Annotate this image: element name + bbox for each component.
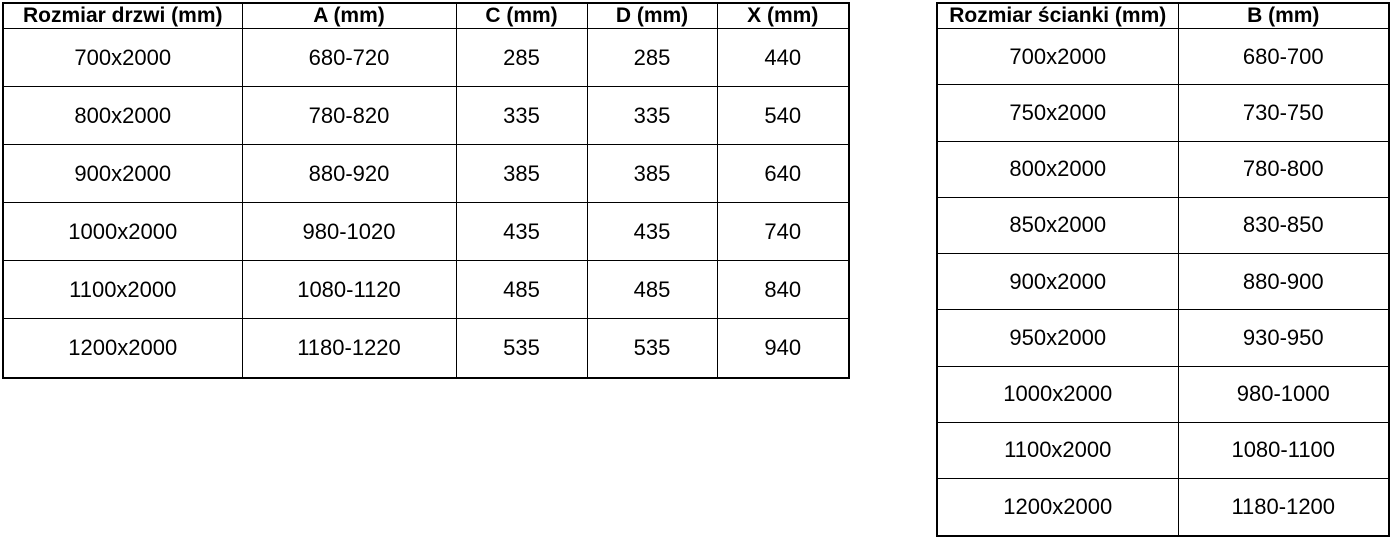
table-cell: 1100x2000: [937, 422, 1178, 478]
column-header-x: X (mm): [717, 3, 849, 29]
table-row: [937, 479, 1389, 536]
table-row: [937, 422, 1389, 478]
column-header-b: B (mm): [1178, 3, 1389, 29]
table-cell: 1180-1200: [1178, 479, 1389, 536]
table-cell: 440: [717, 29, 849, 87]
table-cell: 930-950: [1178, 310, 1389, 366]
table-cell: 680-700: [1178, 29, 1389, 85]
column-header-d: D (mm): [587, 3, 717, 29]
table-cell: 800x2000: [937, 141, 1178, 197]
table-row: [3, 261, 849, 319]
table-row: [3, 87, 849, 145]
door-size-table: [2, 2, 850, 379]
table-cell: 485: [456, 261, 587, 319]
table-cell: 780-800: [1178, 141, 1389, 197]
table-cell: 285: [456, 29, 587, 87]
table-cell: 640: [717, 145, 849, 203]
table-cell: 1080-1100: [1178, 422, 1389, 478]
table-row: [3, 319, 849, 378]
table-cell: 940: [717, 319, 849, 378]
table-cell: 830-850: [1178, 197, 1389, 253]
table-cell: 1200x2000: [3, 319, 242, 378]
table-cell: 485: [587, 261, 717, 319]
table-cell: 535: [456, 319, 587, 378]
table-cell: 880-920: [242, 145, 456, 203]
table-row: [3, 29, 849, 87]
column-header-door-size: Rozmiar drzwi (mm): [3, 3, 242, 29]
table-cell: 285: [587, 29, 717, 87]
table-cell: 680-720: [242, 29, 456, 87]
table-cell: 535: [587, 319, 717, 378]
table-cell: 435: [456, 203, 587, 261]
table-row: [937, 197, 1389, 253]
column-header-c: C (mm): [456, 3, 587, 29]
table-cell: 385: [587, 145, 717, 203]
table-cell: 900x2000: [937, 254, 1178, 310]
table-row: [3, 203, 849, 261]
table-cell: 1080-1120: [242, 261, 456, 319]
table-cell: 1000x2000: [937, 366, 1178, 422]
table-cell: 1180-1220: [242, 319, 456, 378]
table-row: [937, 254, 1389, 310]
table-cell: 1200x2000: [937, 479, 1178, 536]
column-header-a: A (mm): [242, 3, 456, 29]
table-cell: 335: [456, 87, 587, 145]
table-cell: 850x2000: [937, 197, 1178, 253]
table-row: [937, 85, 1389, 141]
table-cell: 780-820: [242, 87, 456, 145]
column-header-wall-size: Rozmiar ścianki (mm): [937, 3, 1178, 29]
table-cell: 435: [587, 203, 717, 261]
table-row: [937, 310, 1389, 366]
table-cell: 335: [587, 87, 717, 145]
table-cell: 540: [717, 87, 849, 145]
table-header-row: [3, 3, 849, 29]
table-cell: 880-900: [1178, 254, 1389, 310]
table-cell: 700x2000: [3, 29, 242, 87]
table-row: [3, 145, 849, 203]
table-cell: 740: [717, 203, 849, 261]
table-cell: 700x2000: [937, 29, 1178, 85]
table-cell: 980-1020: [242, 203, 456, 261]
table-cell: 980-1000: [1178, 366, 1389, 422]
table-cell: 800x2000: [3, 87, 242, 145]
table-row: [937, 141, 1389, 197]
table-cell: 385: [456, 145, 587, 203]
table-row: [937, 29, 1389, 85]
table-header-row: [937, 3, 1389, 29]
wall-size-table: [936, 2, 1390, 537]
table-cell: 950x2000: [937, 310, 1178, 366]
table-cell: 900x2000: [3, 145, 242, 203]
table-cell: 1000x2000: [3, 203, 242, 261]
table-cell: 840: [717, 261, 849, 319]
table-cell: 750x2000: [937, 85, 1178, 141]
table-row: [937, 366, 1389, 422]
table-cell: 1100x2000: [3, 261, 242, 319]
table-cell: 730-750: [1178, 85, 1389, 141]
